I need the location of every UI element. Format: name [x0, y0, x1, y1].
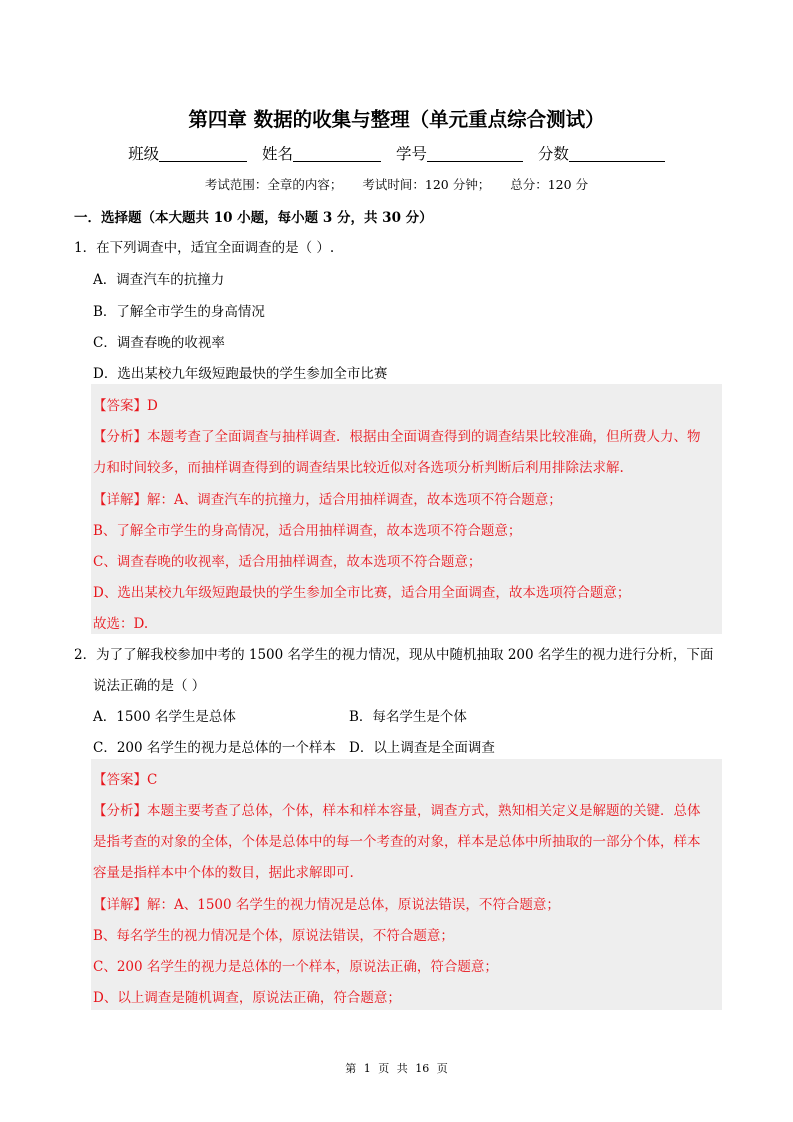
page-title: 第四章 数据的收集与整理（单元重点综合测试）: [188, 108, 605, 131]
q1-analysis-line-2: 力和时间较多，而抽样调查得到的调查结果比较近似对各选项分析判断后利用排除法求解.: [93, 460, 624, 476]
score-blank: [569, 146, 665, 162]
page-footer: [0, 1060, 793, 1076]
score-label: 分数: [537, 145, 569, 163]
footer-word-ye-2: 页: [436, 1062, 448, 1075]
q1-stem: 1．在下列调查中，适宜全面调查的是（ ）.: [74, 240, 335, 256]
q2-analysis-line-1: [93, 799, 701, 819]
q1-answer: [93, 394, 158, 414]
q2-analysis-line-2: 是指考查的对象的全体，个体是总体中的每一个考查的对象，样本是总体中所抽取的一部分个体，样本: [93, 834, 701, 850]
student-info-line: [0, 142, 793, 164]
q2-option-a: A．1500 名学生是总体: [93, 709, 236, 725]
q1-answer-value: D: [147, 398, 158, 414]
q2-analysis-text-1: 本题主要考查了总体，个体，样本和样本容量，调查方式，熟知相关定义是解题的关键．总体: [147, 803, 701, 819]
q2-option-c: C．200 名学生的视力是总体的一个样本: [93, 740, 336, 756]
q2-stem-line-1: 2．为了了解我校参加中考的 1500 名学生的视力情况，现从中随机抽取 200 名学生的视力进行分析，下面: [74, 647, 714, 663]
footer-word-gong: 共: [396, 1062, 408, 1075]
footer-page-number: 1: [363, 1062, 371, 1075]
q2-detail-text-1: 解：A、1500 名学生的视力情况是总体，原说法错误，不符合题意；: [147, 897, 560, 913]
score-field: [538, 145, 665, 163]
name-label: 姓名: [262, 145, 294, 163]
name-blank: [293, 146, 381, 162]
exam-scope: 考试范围：全章的内容；: [204, 177, 343, 192]
section-title: 一．选择题（本大题共 10 小题，每小题 3 分，共 30 分）: [74, 210, 433, 226]
q1-option-c: C．调查春晚的收视率: [93, 335, 225, 351]
q2-answer-value: C: [147, 772, 158, 788]
footer-word-di: 第: [345, 1062, 357, 1075]
q1-detail-line-4: D、选出某校九年级短跑最快的学生参加全市比赛，适合用全面调查，故本选项符合题意；: [93, 585, 631, 601]
q2-detail-line-3: C、200 名学生的视力是总体的一个样本，原说法正确，符合题意；: [93, 959, 498, 975]
q1-option-b: B．了解全市学生的身高情况: [93, 304, 265, 320]
q1-analysis-line-1: [93, 425, 701, 445]
q2-analysis-line-3: 容量是指样本中个体的数目，据此求解即可.: [93, 865, 354, 881]
q2-detail-tag: 【详解】: [93, 897, 147, 913]
exam-time: 考试时间：120 分钟；: [362, 177, 491, 192]
footer-word-ye: 页: [378, 1062, 390, 1075]
q2-option-b: B．每名学生是个体: [349, 709, 467, 725]
q2-detail-line-4: D、以上调查是随机调查，原说法正确，符合题意；: [93, 990, 401, 1006]
footer-total-pages: 16: [415, 1062, 430, 1075]
student-id-field: [396, 145, 523, 163]
q2-option-d: D．以上调查是全面调查: [349, 740, 495, 756]
q1-detail-tag: 【详解】: [93, 492, 147, 508]
q1-detail-line-3: C、调查春晚的收视率，适合用抽样调查，故本选项不符合题意；: [93, 554, 482, 570]
q1-analysis-text-1: 本题考查了全面调查与抽样调查．根据由全面调查得到的调查结果比较准确，但所费人力、物: [147, 429, 701, 445]
student-id-blank: [427, 146, 523, 162]
q1-detail-line-2: B、了解全市学生的身高情况，适合用抽样调查，故本选项不符合题意；: [93, 523, 522, 539]
student-id-label: 学号: [395, 145, 427, 163]
class-field: [128, 145, 247, 163]
q2-answer-tag: 【答案】: [93, 772, 147, 788]
q1-detail-line-1: [93, 488, 562, 508]
class-label: 班级: [128, 145, 160, 163]
q1-option-d: D．选出某校九年级短跑最快的学生参加全市比赛: [93, 366, 388, 382]
name-field: [262, 145, 381, 163]
exam-info: [0, 175, 793, 193]
q2-detail-line-1: [93, 893, 560, 913]
exam-score: 总分：120 分: [510, 177, 589, 192]
q1-analysis-tag: 【分析】: [93, 429, 147, 445]
q1-answer-tag: 【答案】: [93, 398, 147, 414]
q2-detail-line-2: B、每名学生的视力情况是个体，原说法错误，不符合题意；: [93, 928, 454, 944]
q2-stem-line-2: 说法正确的是（ ）: [93, 678, 206, 694]
q2-analysis-tag: 【分析】: [93, 803, 147, 819]
q1-option-a: A．调查汽车的抗撞力: [93, 272, 225, 288]
q1-detail-line-5: 故选：D.: [93, 616, 149, 632]
q1-detail-text-1: 解：A、调查汽车的抗撞力，适合用抽样调查，故本选项不符合题意；: [147, 492, 562, 508]
class-blank: [159, 146, 247, 162]
q2-answer: [93, 768, 157, 788]
